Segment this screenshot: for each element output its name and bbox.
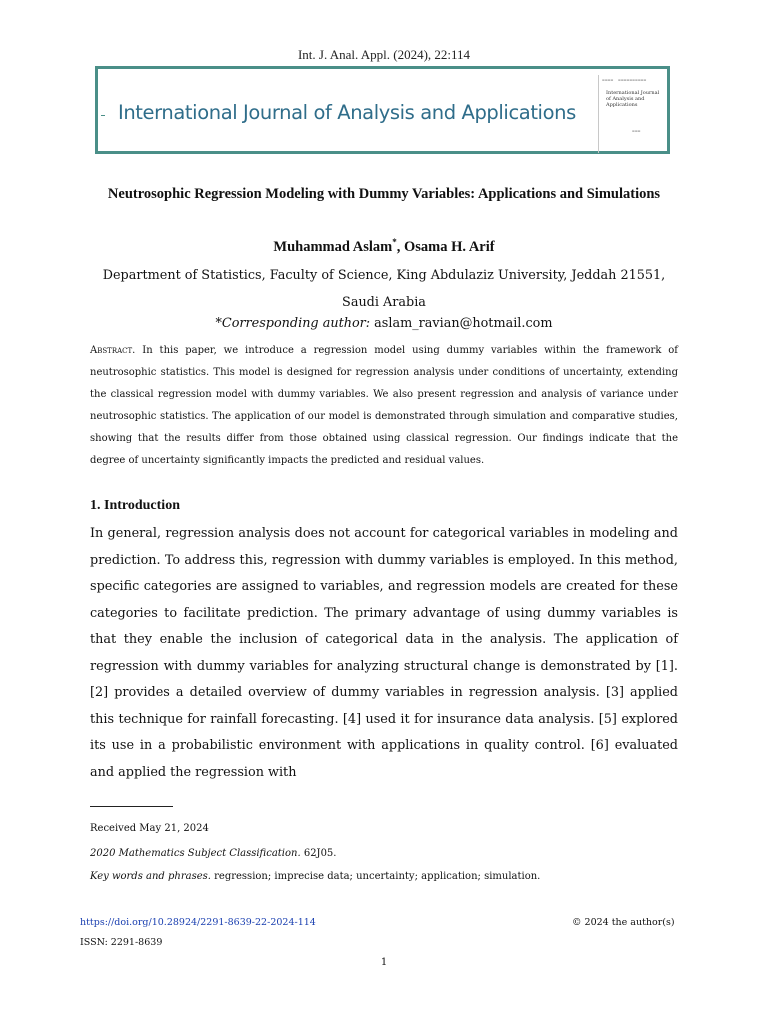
msc-value: 62J05. [300,848,337,859]
msc-classification [90,848,336,859]
corresponding-author [0,316,768,331]
author-name: , Osama H. Arif [396,238,495,255]
msc-label: 2020 Mathematics Subject Classification. [90,848,301,859]
banner-title: International Journal of Analysis and Applications [118,101,576,124]
issn: ISSN: 2291-8639 [80,937,163,948]
banner-divider [598,75,599,153]
keywords-label: Key words and phrases. [90,871,211,882]
corresponding-label: *Corresponding author: [215,316,371,331]
abstract-text: In this paper, we introduce a regression model using dummy variables within the framework of neutrosophic statistics. This model is designed for regression analysis under conditions of uncertainty, extending the classical regression model with dummy variables. We also present regression and analysis of variance under neutrosophic statistics. The application of our model is demonstrated through simulation and comparative studies, showing that the results differ from those obtained using classical regression. Our findings indicate that the degree of uncertainty significantly impacts the predicted and residual values. [90,345,678,466]
received-date: Received May 21, 2024 [90,823,209,834]
copyright: © 2024 the author(s) [572,917,675,928]
journal-banner [95,66,670,154]
introduction-text: In general, regression analysis does not account for categorical variables in modeling and prediction. To address this, regression with dummy variables is employed. In this method, specific categories are assigned to variables, and regression models are created for these categories to facilitate prediction. The primary advantage of using dummy variables is that they enable the inclusion of categorical data in the analysis. The application of regression with dummy variables for analyzing structural change is demonstrated by [1]. [2] provides a detailed overview of dummy variables in regression analysis. [3] applied this technique for rainfall forecasting. [4] used it for insurance data analysis. [5] explored its use in a probabilistic environment with applications in quality control. [6] evaluated and applied the regression with [90,526,678,780]
banner-tick [101,115,105,116]
author-line [0,237,768,256]
footnote-rule [90,806,173,807]
corresponding-mark: * [392,237,397,247]
keywords-value: regression; imprecise data; uncertainty; application; simulation. [210,871,541,882]
keywords [90,871,540,882]
banner-meta-decoration: ▬▬▬▬ [602,78,614,82]
affiliation: Department of Statistics, Faculty of Science, King Abdulaziz University, Jeddah 21551, Saudi Arabia [102,268,666,310]
page-number: 1 [380,957,388,968]
running-head: Int. J. Anal. Appl. (2024), 22:114 [297,47,471,62]
abstract [90,340,678,472]
abstract-label: Abstract. [90,345,136,356]
paper-title: Neutrosophic Regression Modeling with Dummy Variables: Applications and Simulations [107,186,661,202]
author-name: Muhammad Aslam [273,238,393,255]
banner-meta-decoration: ▬▬▬ [632,129,641,133]
banner-cover-title: International Journal of Analysis and Applications [606,90,660,108]
corresponding-email[interactable]: aslam_ravian@hotmail.com [374,316,553,331]
doi-link[interactable]: https://doi.org/10.28924/2291-8639-22-2024-114 [80,917,316,928]
banner-meta-decoration: ▬▬▬▬▬▬▬▬▬▬ [618,78,647,82]
section-heading: 1. Introduction [90,498,180,513]
